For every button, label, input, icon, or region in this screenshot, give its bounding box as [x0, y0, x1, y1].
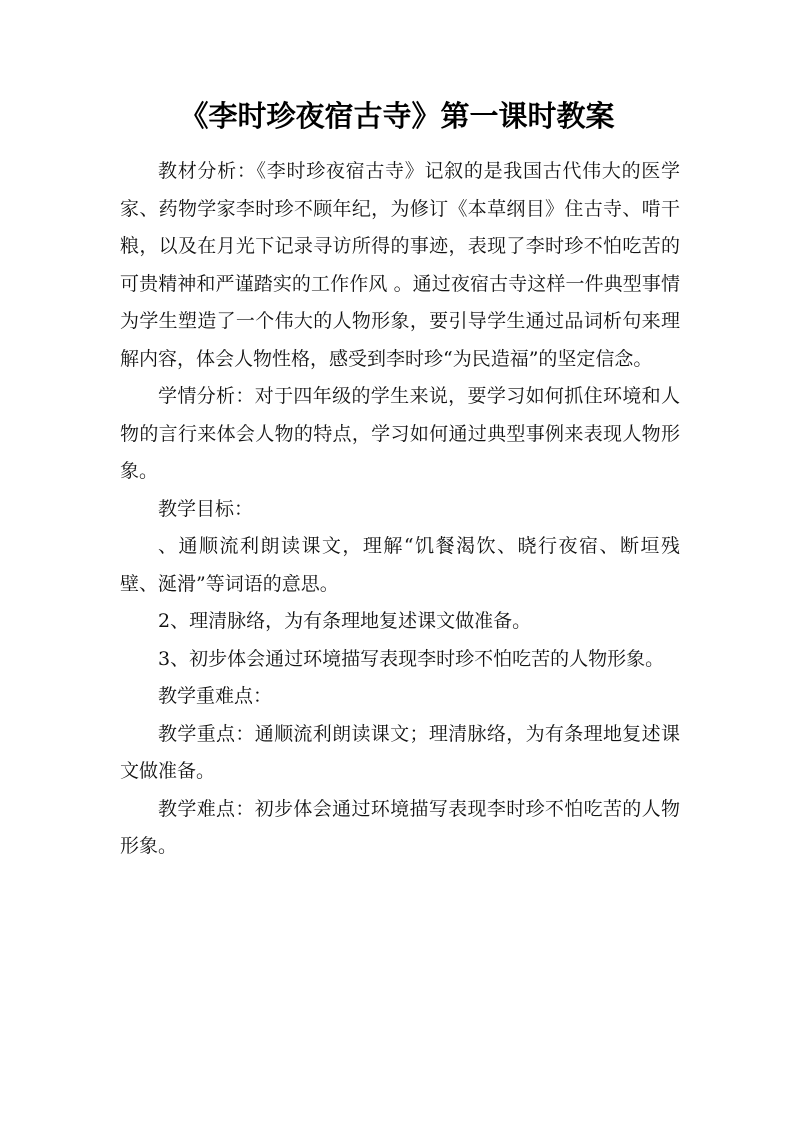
- paragraph-key-point: 教学重点：通顺流利朗读课文；理清脉络，为有条理地复述课文做准备。: [120, 722, 680, 782]
- paragraph-key-points-heading: 教学重难点：: [158, 685, 273, 707]
- paragraph-objectives-heading: 教学目标：: [158, 497, 254, 520]
- paragraph-objective-1: 、通顺流利朗读课文，理解“饥餐渴饮、晓行夜宿、断垣残壁、涎滑”等词语的意思。: [120, 535, 680, 595]
- paragraph-objective-3: 3、初步体会通过环境描写表现李时珍不怕吃苦的人物形象。: [158, 647, 665, 670]
- paragraph-textbook-analysis: 教材分析：《李时珍夜宿古寺》记叙的是我国古代伟大的医学家、药物学家李时珍不顾年纪，为修订《本草纲目》住古寺、啃干粮，以及在月光下记录寻访所得的事迹，表现了李时珍不怕吃苦的可贵精神和严谨踏实的工作作风 。通过夜宿古寺这样一件典型事情为学生塑造了一个伟大的人物形象，要引导学生通过品词析句来理解内容，体会人物性格，感受到李时珍“为民造福”的坚定信念。: [120, 160, 680, 370]
- document-body: [120, 153, 680, 866]
- paragraph-objective-2: 2、理清脉络，为有条理地复述课文做准备。: [158, 610, 532, 632]
- paragraph-difficult-point: 教学难点：初步体会通过环境描写表现李时珍不怕吃苦的人物形象。: [120, 797, 680, 857]
- document-title: 《李时珍夜宿古寺》第一课时教案: [179, 99, 615, 133]
- paragraph-student-analysis: 学情分析：对于四年级的学生来说，要学习如何抓住环境和人物的言行来体会人物的特点，学习如何通过典型事例来表现人物形象。: [120, 385, 680, 482]
